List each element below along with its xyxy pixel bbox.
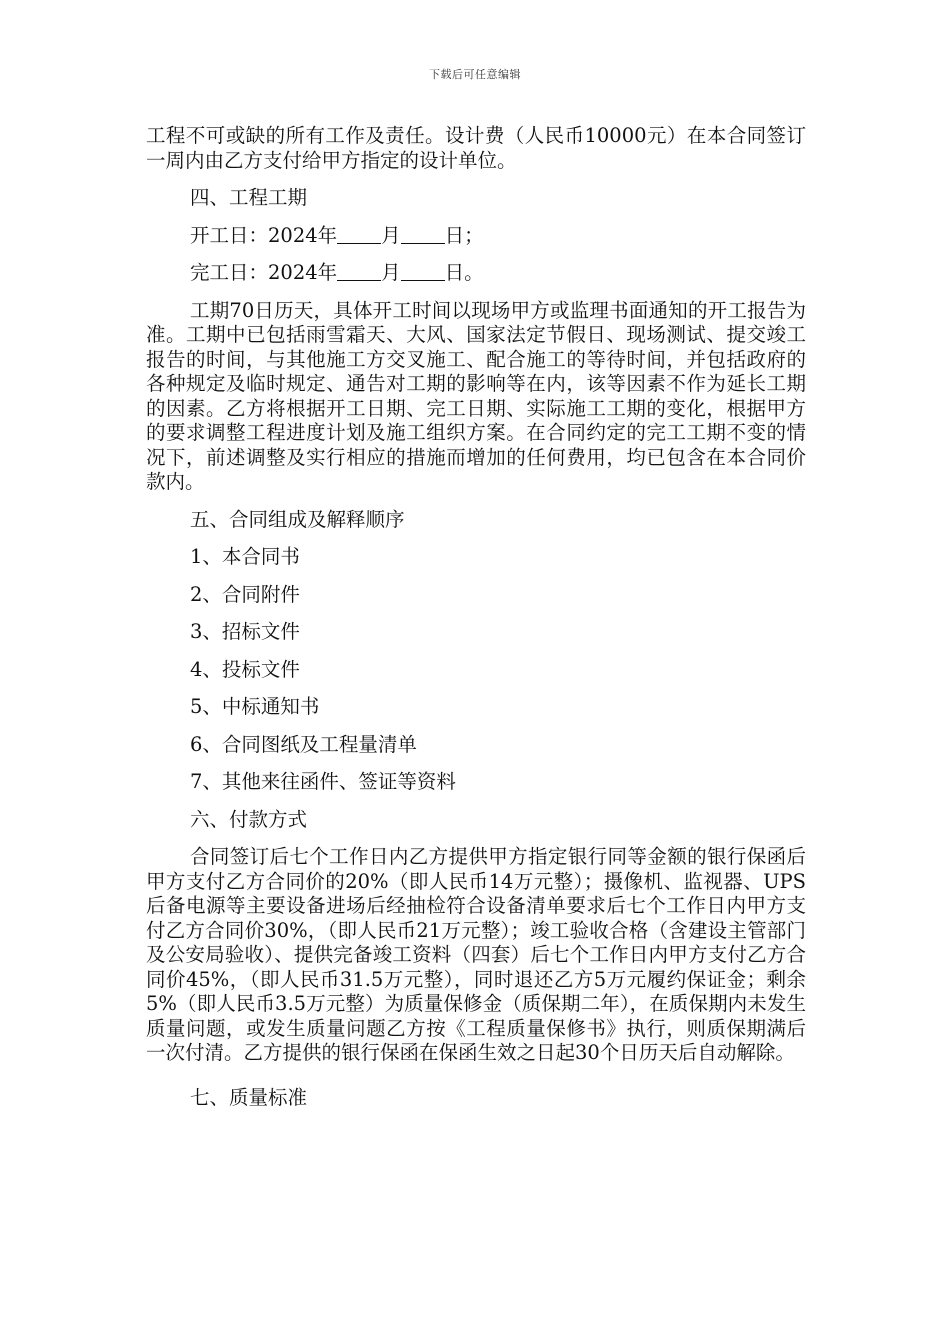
section-heading-quality: 七、质量标准	[190, 1085, 308, 1109]
end-month-label: 月	[381, 261, 401, 284]
start-date-line	[146, 224, 806, 249]
payment-paragraph: 合同签订后七个工作日内乙方提供甲方指定银行同等金额的银行保函后甲方支付乙方合同价的20%（即人民币14万元整）；摄像机、监视器、UPS后备电源等主要设备进场后经抽检符合设备清单要求后七个工作日内甲方支付乙方合同价30%，（即人民币21万元整）；竣工验收合格（含建设主管部门及公安局验收）、提供完备竣工资料（四套）后七个工作日内甲方支付乙方合同价45%，（即人民币31.5万元整），同时退还乙方5万元履约保证金；剩余5%（即人民币3.5万元整）为质量保修金（质保期二年），在质保期内未发生质量问题，或发生质量问题乙方按《工程质量保修书》执行，则质保期满后一次付清。乙方提供的银行保函在保函生效之日起30个日历天后自动解除。	[146, 845, 806, 1064]
list-item: 6、合同图纸及工程量清单	[190, 732, 417, 756]
end-day-label: 日。	[444, 261, 484, 284]
document-body	[146, 124, 806, 1110]
section-heading-schedule: 四、工程工期	[190, 186, 308, 209]
start-day-label: 日；	[444, 223, 484, 247]
end-day-blank	[401, 262, 445, 281]
start-month-blank	[337, 225, 381, 244]
intro-paragraph: 工程不可或缺的所有工作及责任。设计费（人民币10000元）在本合同签订一周内由乙方支付给甲方指定的设计单位。	[146, 124, 806, 172]
list-item: 5、中标通知书	[190, 695, 320, 718]
end-date-prefix: 完工日：2024年	[190, 261, 338, 284]
list-item: 7、其他来往函件、签证等资料	[190, 770, 456, 793]
start-day-blank	[401, 225, 445, 244]
section-heading-contract-order: 五、合同组成及解释顺序	[190, 507, 405, 531]
list-item: 2、合同附件	[190, 582, 300, 606]
list-item: 1、本合同书	[190, 545, 300, 568]
start-month-label: 月	[381, 223, 401, 247]
end-month-blank	[337, 262, 381, 281]
section-heading-payment: 六、付款方式	[190, 807, 308, 831]
start-date-prefix: 开工日：2024年	[190, 223, 338, 247]
list-item: 3、招标文件	[190, 620, 300, 643]
list-item: 4、投标文件	[190, 657, 300, 681]
end-date-line	[146, 261, 806, 286]
schedule-paragraph: 工期70日历天，具体开工时间以现场甲方或监理书面通知的开工报告为准。工期中已包括雨雪霜天、大风、国家法定节假日、现场测试、提交竣工报告的时间，与其他施工方交叉施工、配合施工的等待时间，并包括政府的各种规定及临时规定、通告对工期的影响等在内，该等因素不作为延长工期的因素。乙方将根据开工日期、完工日期、实际施工工期的变化，根据甲方的要求调整工程进度计划及施工组织方案。在合同约定的完工工期不变的情况下，前述调整及实行相应的措施而增加的任何费用，均已包含在本合同价款内。	[146, 298, 806, 493]
page-header-note: 下载后可任意编辑	[429, 68, 521, 81]
